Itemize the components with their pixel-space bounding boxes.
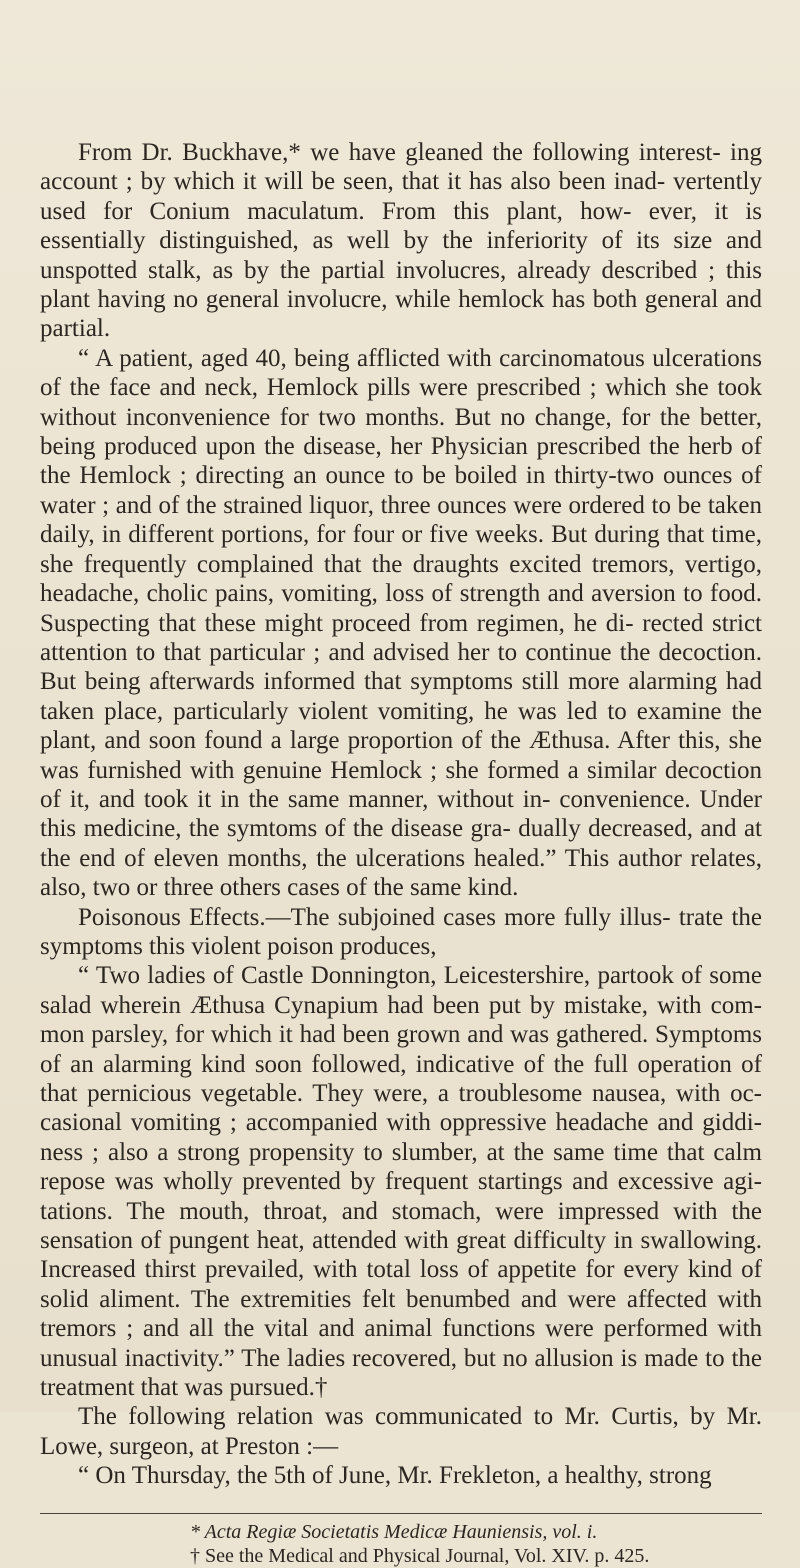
body-text <box>40 138 762 1491</box>
footnote-acta: * Acta Regiæ Societatis Medicæ Hauniensis, vol. i. <box>190 1520 598 1543</box>
footnotes <box>40 1520 762 1568</box>
paragraph-poisonous-effects: Poisonous Effects.—The subjoined cases more fully illus- trate the symptoms this violent poison produces, <box>40 903 762 960</box>
paragraph-buckhave: From Dr. Buckhave,* we have gleaned the following interest- ing account ; by which it will be seen, that it has also been inad- vertently used for Conium maculatum. From this plant, how- ever, it is essentially distinguished, as well by the inferiority of its size and unspotted stalk, as by the partial involucres, already described ; this plant having no general involucre, while hemlock has both general and partial. <box>40 139 762 343</box>
footnote-divider <box>40 1513 762 1514</box>
paragraph-frekleton: “ On Thursday, the 5th of June, Mr. Frekleton, a healthy, strong <box>78 1462 712 1490</box>
paragraph-castle-donnington: “ Two ladies of Castle Donnington, Leicestershire, partook of some salad wherein Æthusa Cynapium had been put by mistake, with com- mon parsley, for which it had been grown and was gathered. Symptoms of an alarming kind soon followed, indicative of the full operation of that pernicious vegetable. They were, a troublesome nausea, with oc- casional vomiting ; accompanied with oppressive headache and giddi- ness ; also a strong propensity to slumber, at the same time that calm repose was wholly prevented by frequent startings and excessive agi- tations. The mouth, throat, and stomach, were impressed with the sensation of pungent heat, attended with great difficulty in swallowing. Increased thirst prevailed, with total loss of appetite for every kind of solid aliment. The extremities felt benumbed and were affected with tremors ; and all the vital and animal functions were performed with unusual inactivity.” The ladies recovered, but no allusion is made to the treatment that was pursued.† <box>40 962 762 1402</box>
paragraph-patient-case: “ A patient, aged 40, being afflicted with carcinomatous ulcerations of the face and neck, Hemlock pills were prescribed ; which she took without inconvenience for two months. But no change, for the better, being produced upon the disease, her Physician prescribed the herb of the Hemlock ; directing an ounce to be boiled in thirty-two ounces of water ; and of the strained liquor, three ounces were ordered to be taken daily, in different portions, for four or five weeks. But during that time, she frequently complained that the draughts excited tremors, vertigo, headache, cholic pains, vomiting, loss of strength and aversion to food. Suspecting that these might proceed from regimen, he di- rected strict attention to that particular ; and advised her to continue the decoction. But being afterwards informed that symptoms still more alarming had taken place, particularly violent vomiting, he was led to examine the plant, and soon found a large proportion of the Æthusa. After this, she was furnished with genuine Hemlock ; she formed a similar decoction of it, and took it in the same manner, without in- convenience. Under this medicine, the symtoms of the disease gra- dually decreased, and at the end of eleven months, the ulcerations healed.” This author relates, also, two or three others cases of the same kind. <box>40 344 762 902</box>
paragraph-curtis-relation: The following relation was communicated to Mr. Curtis, by Mr. Lowe, surgeon, at Preston :— <box>40 1403 762 1460</box>
footnote-journal: † See the Medical and Physical Journal, Vol. XIV. p. 425. <box>190 1544 650 1567</box>
